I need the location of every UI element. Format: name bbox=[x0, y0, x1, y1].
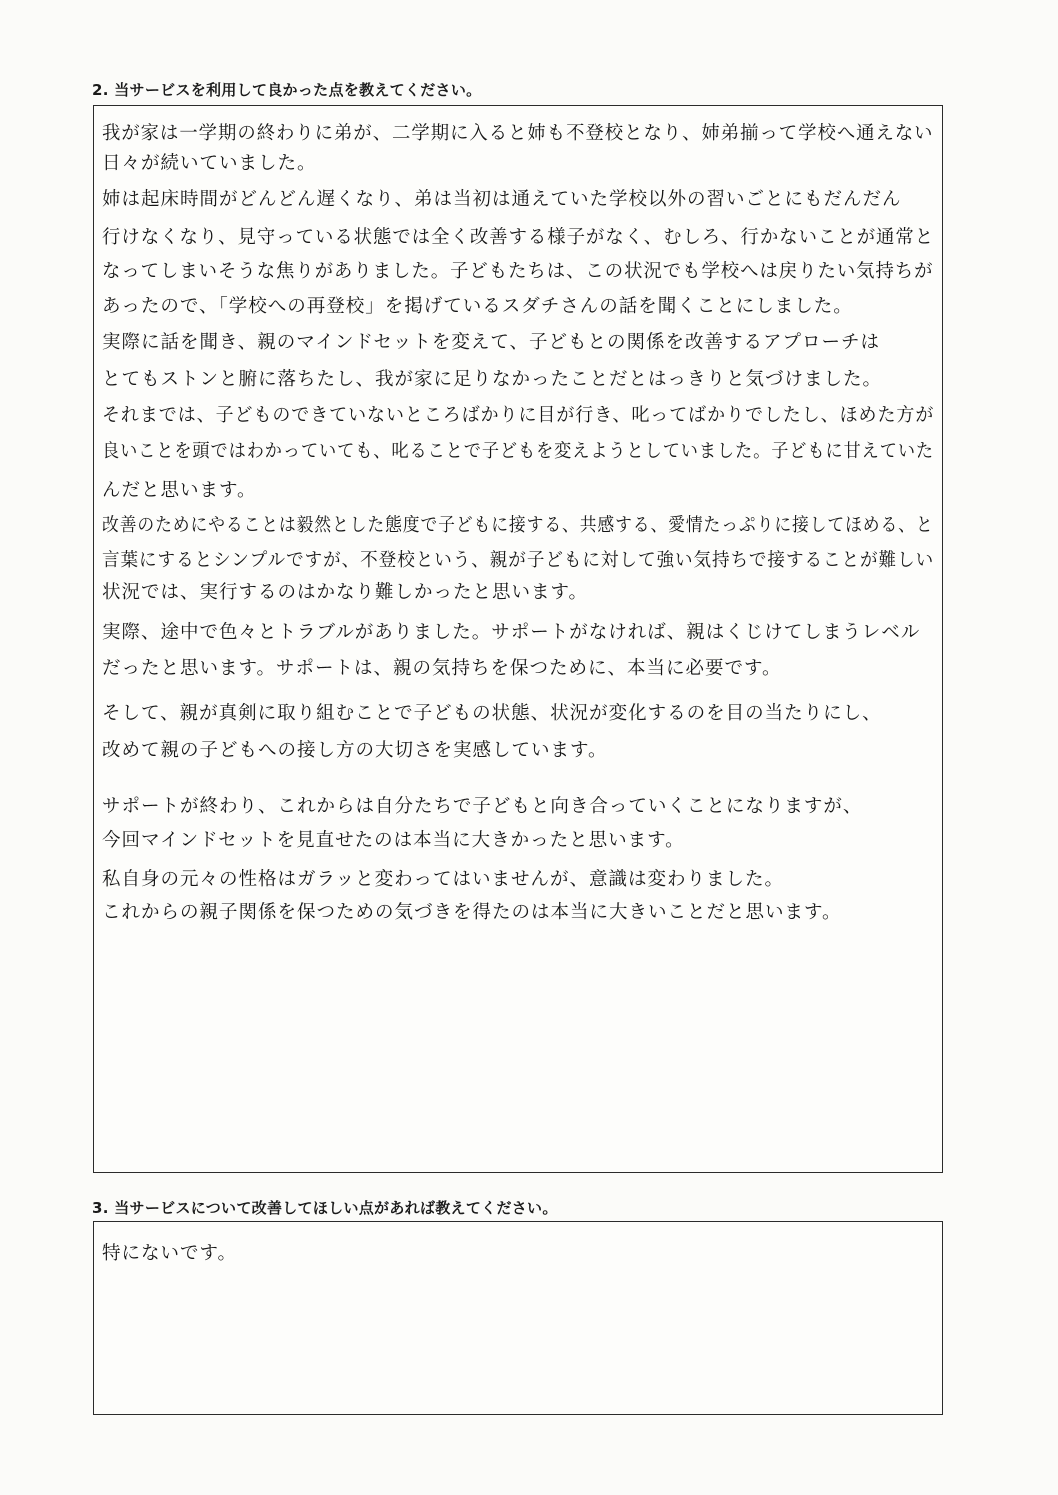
handwritten-line: 特にないです。 bbox=[102, 1243, 238, 1264]
handwritten-line: 実際、途中で色々とトラブルがありました。サポートがなければ、親はくじけてしまうレベル bbox=[102, 622, 921, 643]
handwritten-line: 良いことを頭ではわかっていても、叱ることで子どもを変えようとしていました。子どもに甘えていた bbox=[102, 441, 935, 462]
handwritten-line: これからの親子関係を保つための気づきを得たのは本当に大きいことだと思います。 bbox=[102, 902, 842, 923]
handwritten-line: だったと思います。サポートは、親の気持ちを保つために、本当に必要です。 bbox=[102, 658, 782, 679]
handwritten-line: 日々が続いていました。 bbox=[102, 153, 317, 174]
handwritten-line: 行けなくなり、見守っている状態では全く改善する様子がなく、むしろ、行かないことが通常と bbox=[102, 227, 935, 248]
handwritten-line: 改めて親の子どもへの接し方の大切さを実感しています。 bbox=[102, 740, 608, 761]
handwritten-line: 状況では、実行するのはかなり難しかったと思います。 bbox=[102, 582, 589, 603]
handwritten-line: 私自身の元々の性格はガラッと変わってはいませんが、意識は変わりました。 bbox=[102, 869, 784, 890]
handwritten-line: 姉は起床時間がどんどん遅くなり、弟は当初は通えていた学校以外の習いごとにもだんだん bbox=[102, 189, 902, 210]
handwritten-line: 言葉にするとシンプルですが、不登校という、親が子どもに対して強い気持ちで接することが難しい bbox=[102, 550, 935, 571]
handwritten-line: んだと思います。 bbox=[102, 480, 257, 501]
handwritten-line: 今回マインドセットを見直せたのは本当に大きかったと思います。 bbox=[102, 830, 685, 851]
question-3-title: 3. 当サービスについて改善してほしい点があれば教えてください。 bbox=[92, 1199, 558, 1217]
answer-box-question-2 bbox=[93, 105, 943, 1173]
handwritten-line: なってしまいそうな焦りがありました。子どもたちは、この状況でも学校へは戻りたい気持ちが bbox=[102, 261, 934, 282]
handwritten-line: それまでは、子どものできていないところばかりに目が行き、叱ってばかりでしたし、ほめた方が bbox=[102, 405, 935, 426]
handwritten-line: そして、親が真剣に取り組むことで子どもの状態、状況が変化するのを目の当たりにし、 bbox=[102, 703, 882, 724]
handwritten-line: 実際に話を聞き、親のマインドセットを変えて、子どもとの関係を改善するアプローチは bbox=[102, 332, 880, 353]
handwritten-line: とてもストンと腑に落ちたし、我が家に足りなかったことだとはっきりと気づけました。 bbox=[102, 369, 883, 390]
answer-box-question-3 bbox=[93, 1221, 943, 1415]
question-2-title: 2. 当サービスを利用して良かった点を教えてください。 bbox=[92, 81, 482, 99]
handwritten-line: サポートが終わり、これからは自分たちで子どもと向き合っていくことになりますが、 bbox=[102, 796, 863, 817]
handwritten-line: 我が家は一学期の終わりに弟が、二学期に入ると姉も不登校となり、姉弟揃って学校へ通えない bbox=[102, 123, 934, 144]
handwritten-line: 改善のためにやることは毅然とした態度で子どもに接する、共感する、愛情たっぷりに接してほめる、と bbox=[102, 515, 934, 536]
handwritten-line: あったので、「学校への再登校」を掲げているスダチさんの話を聞くことにしました。 bbox=[102, 296, 853, 317]
